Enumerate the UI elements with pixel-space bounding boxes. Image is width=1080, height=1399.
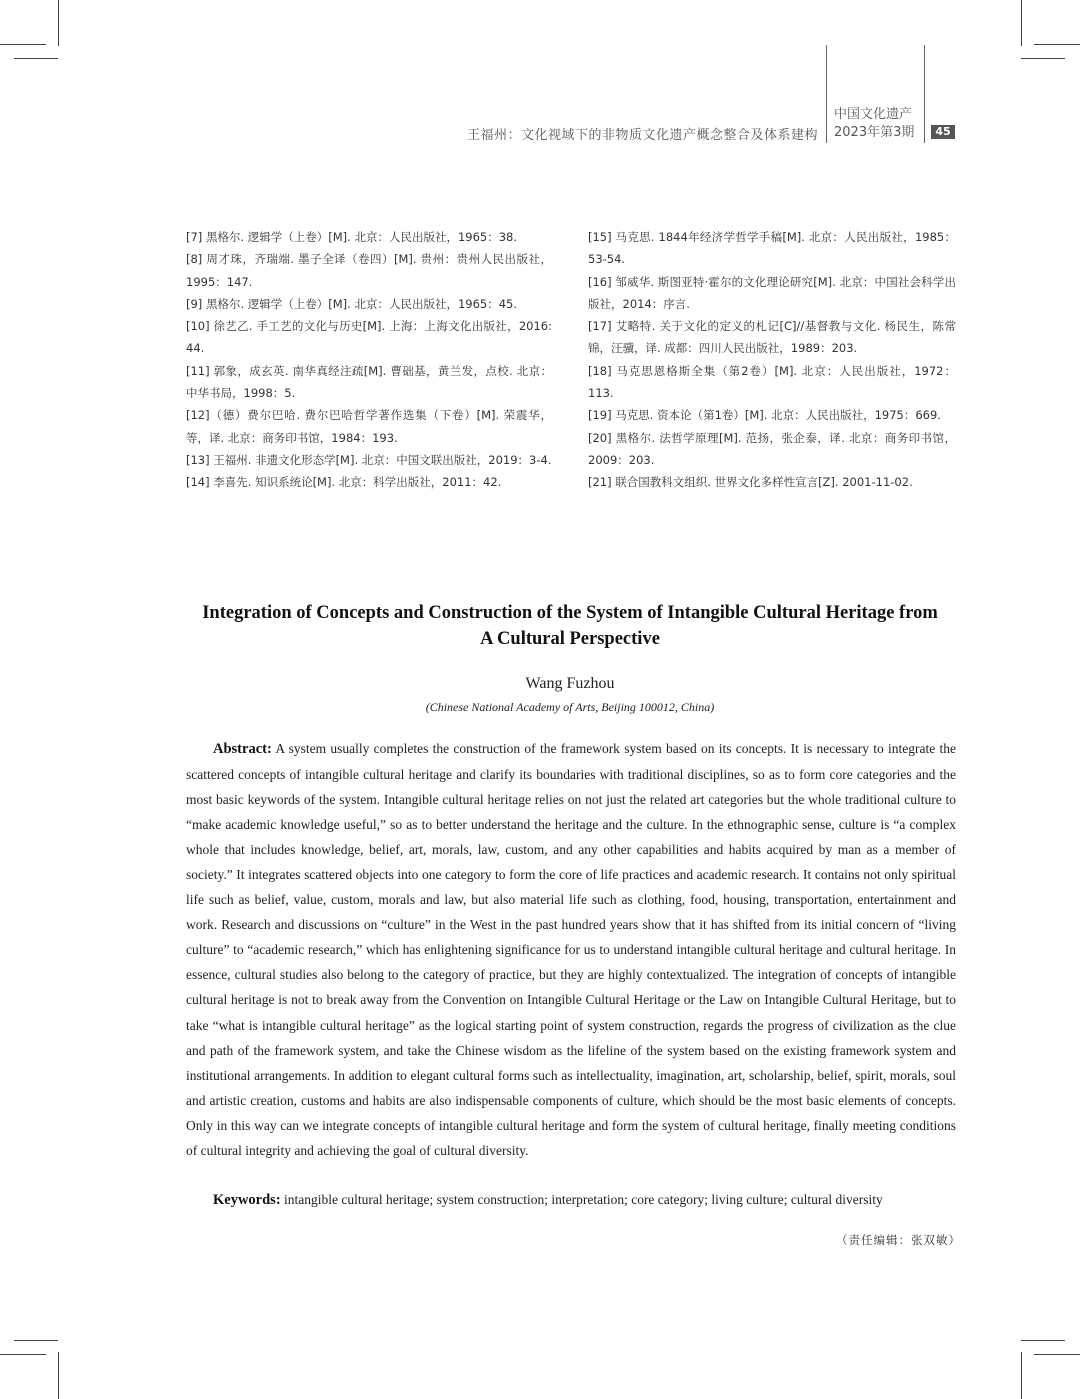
paper-title	[180, 600, 960, 652]
crop-mark	[58, 1352, 59, 1399]
crop-mark	[0, 1354, 46, 1355]
paper-title-line: Integration of Concepts and Construction of the System of Intangible Cultural Heritage from	[202, 603, 938, 623]
crop-mark	[1034, 1354, 1080, 1355]
author-affiliation: (Chinese National Academy of Arts, Beijing 100012, China)	[425, 700, 715, 714]
reference-item: [20] 黑格尔. 法哲学原理[M]. 范扬，张企泰，译. 北京：商务印书馆，2009：203.	[588, 430, 956, 467]
reference-item: [17] 艾略特. 关于文化的定义的札记[C]//基督教与文化. 杨民生，陈常锦，汪骥，译. 成都：四川人民出版社，1989：203.	[588, 319, 956, 356]
reference-item: [21] 联合国教科文组织. 世界文化多样性宣言[Z]. 2001-11-02.	[588, 475, 913, 490]
reference-item: [19] 马克思. 资本论（第1卷）[M]. 北京：人民出版社，1975：669.	[588, 408, 941, 423]
author-name: Wang Fuzhou	[525, 675, 615, 692]
references-right-column	[588, 226, 956, 494]
reference-item: [12]（德）费尔巴哈. 费尔巴哈哲学著作选集（下卷）[M]. 荣震华，等，译. 北京：商务印书馆，1984：193.	[186, 408, 552, 445]
crop-mark	[0, 44, 46, 45]
running-header-title: 王福州：文化视域下的非物质文化遗产概念整合及体系建构	[466, 128, 818, 143]
reference-item: [11] 郭象，成玄英. 南华真经注疏[M]. 曹础基，黄兰发，点校. 北京：中华书局，1998：5.	[186, 363, 552, 401]
page-number: 45	[931, 125, 955, 139]
crop-mark	[1034, 44, 1080, 45]
keywords-label: Keywords:	[213, 1192, 281, 1208]
editor-note: （责任编辑：张双敏）	[836, 1233, 961, 1247]
paper-title-line: A Cultural Perspective	[480, 629, 660, 649]
header-divider	[826, 45, 827, 143]
crop-mark	[1021, 58, 1065, 59]
reference-item: [16] 邹威华. 斯图亚特·霍尔的文化理论研究[M]. 北京：中国社会科学出版社，2014：序言.	[588, 274, 956, 311]
reference-item: [14] 李喜先. 知识系统论[M]. 北京：科学出版社，2011：42.	[186, 475, 502, 490]
reference-item: [15] 马克思. 1844年经济学哲学手稿[M]. 北京：人民出版社，1985：53-54.	[588, 230, 956, 267]
reference-item: [10] 徐艺乙. 手工艺的文化与历史[M]. 上海：上海文化出版社，2016: 44.	[186, 319, 552, 356]
abstract-text: A system usually completes the construction of the framework system based on its concepts. It is necessary to integrate the scattered concepts of intangible cultural heritage and clarify its boundaries with traditional disciplines, so as to form core categories and the most basic keywords of the system. Intangible cultural heritage relies on not just the related art categories but the whole traditional culture to “make academic knowledge useful,” so as to better understand the heritage and the culture. In the ethnographic sense, culture is “a complex whole that includes knowledge, belief, art, morals, law, custom, and any other capabilities and habits acquired by man as a member of society.” It integrates scattered objects into one category to form the core of life practices and academic research. It contains not only spiritual life such as belief, value, custom, morals and law, but also material life such as clothing, food, housing, transportation, entertainment and work. Research and discussions on “culture” in the West in the past hundred years show that it has shifted from its initial concern of “living culture” to “academic research,” which has enlightening significance for us to understand intangible cultural heritage and cultural heritage. In essence, cultural studies also belong to the category of practice, but they are highly contextualized. The integration of concepts of intangible cultural heritage is not to break away from the Convention on Intangible Cultural Heritage or the Law on Intangible Cultural Heritage, but to take “what is intangible cultural heritage” as the logical starting point of system construction, regards the progress of civilization as the clue and path of the framework system, and take the Chinese wisdom as the lifeline of the system based on the existing framework system and institutional arrangements. In addition to elegant cultural forms such as intellectuality, imagination, art, scholarship, belief, spirit, morals, soul and artistic creation, customs and habits are also indispensable components of culture, which should be the most basic elements of concepts. Only in this way can we integrate concepts of intangible cultural heritage and form the system of cultural heritage, finally meeting conditions of cultural integrity and achieving the goal of cultural diversity.	[186, 741, 956, 1158]
reference-item: [9] 黑格尔. 逻辑学（上卷）[M]. 北京：人民出版社，1965：45.	[186, 296, 518, 311]
reference-item: [7] 黑格尔. 逻辑学（上卷）[M]. 北京：人民出版社，1965：38.	[186, 230, 518, 244]
crop-mark	[1021, 0, 1022, 46]
crop-mark	[1021, 1340, 1065, 1341]
crop-mark	[58, 0, 59, 46]
crop-mark	[1021, 1352, 1022, 1399]
reference-item: [13] 王福州. 非遗文化形态学[M]. 北京：中国文联出版社，2019：3-4.	[186, 452, 552, 467]
references-left-column	[186, 226, 552, 494]
reference-item: [18] 马克思恩格斯全集（第2卷）[M]. 北京：人民出版社，1972：113.	[588, 363, 956, 401]
header-divider	[924, 45, 925, 143]
keywords	[186, 1187, 956, 1213]
abstract	[186, 736, 956, 1163]
keywords-text: intangible cultural heritage; system construction; interpretation; core category; living culture; cultural diversity	[284, 1192, 883, 1207]
crop-mark	[14, 58, 58, 59]
reference-item: [8] 周才珠，齐瑞端. 墨子全译（卷四）[M]. 贵州：贵州人民出版社，1995：147.	[186, 252, 552, 289]
abstract-label: Abstract:	[213, 741, 272, 757]
journal-issue: 2023年第3期	[834, 125, 915, 140]
crop-mark	[14, 1340, 58, 1341]
journal-name: 中国文化遗产	[834, 107, 913, 122]
journal-info	[834, 106, 914, 142]
